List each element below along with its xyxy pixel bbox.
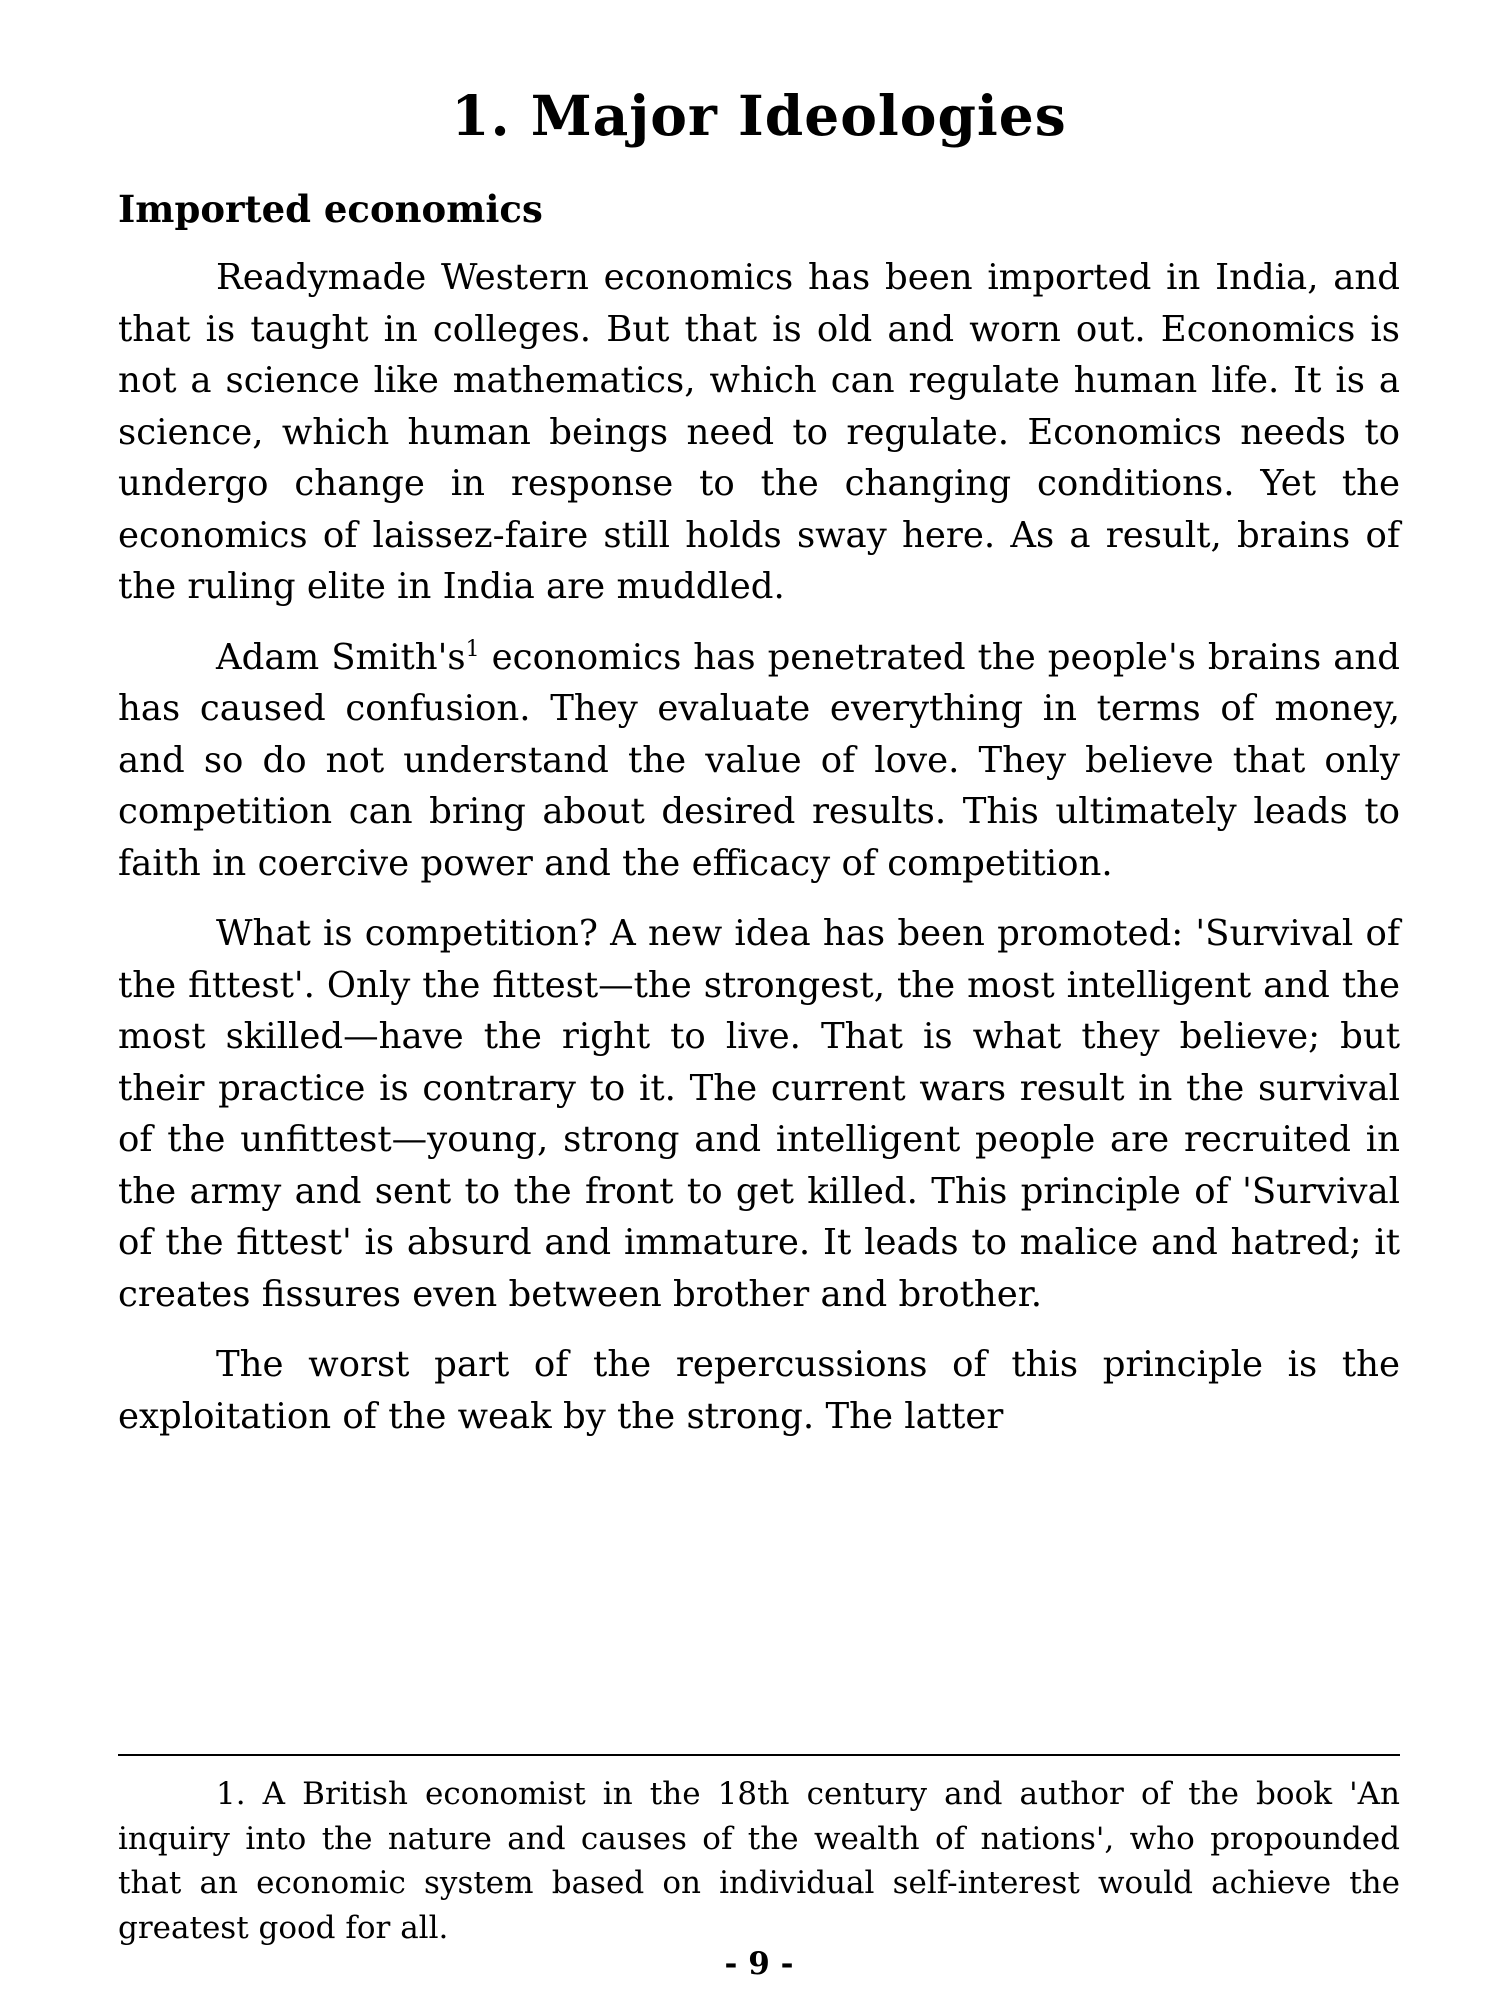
paragraph-2 [118, 632, 1400, 890]
paragraph-2-text-before: Adam Smith's [216, 636, 466, 678]
page-number: - 9 - [724, 1946, 794, 1982]
paragraph-2-text-after: economics has penetrated the people's brains and has caused confusion. They evaluate everything in terms of money, and so do not understand the value of love. They believe that only competition can bring about desired results. This ultimately leads to faith in coercive power and the efficacy of competition. [118, 636, 1401, 884]
paragraph-3: What is competition? A new idea has been promoted: 'Survival of the fittest'. Only the fittest—the strongest, the most intelligent and the most skilled—have the right to live. That is what they believe; but their practice is contrary to it. The current wars result in the survival of the unfittest—young, strong and intelligent people are recruited in the army and sent to the front to get killed. This principle of 'Survival of the fittest' is absurd and immature. It leads to malice and hatred; it creates fissures even between brother and brother. [118, 913, 1400, 1315]
footnote-divider [118, 1754, 1400, 1756]
book-page [118, 0, 1400, 2000]
paragraph-4: The worst part of the repercussions of this principle is the exploitation of the weak by the strong. The latter [118, 1344, 1400, 1437]
footnote: 1. A British economist in the 18th century and author of the book 'An inquiry into the nature and causes of the wealth of nations', who propounded that an economic system based on individual self-interest would achieve the greatest good for all. [118, 1776, 1400, 1946]
chapter-title: 1. Major Ideologies [451, 83, 1067, 148]
footnote-reference: 1 [465, 636, 480, 662]
section-heading: Imported economics [118, 187, 543, 231]
body-text [118, 252, 1400, 1461]
paragraph-1: Readymade Western economics has been imported in India, and that is taught in colleges. But that is old and worn out. Economics is not a science like mathematics, which can regulate human life. It is a science, which human beings need to regulate. Economics needs to undergo change in response to the changing conditions. Yet the economics of laissez-faire still holds sway here. As a result, brains of the ruling elite in India are muddled. [118, 257, 1400, 607]
